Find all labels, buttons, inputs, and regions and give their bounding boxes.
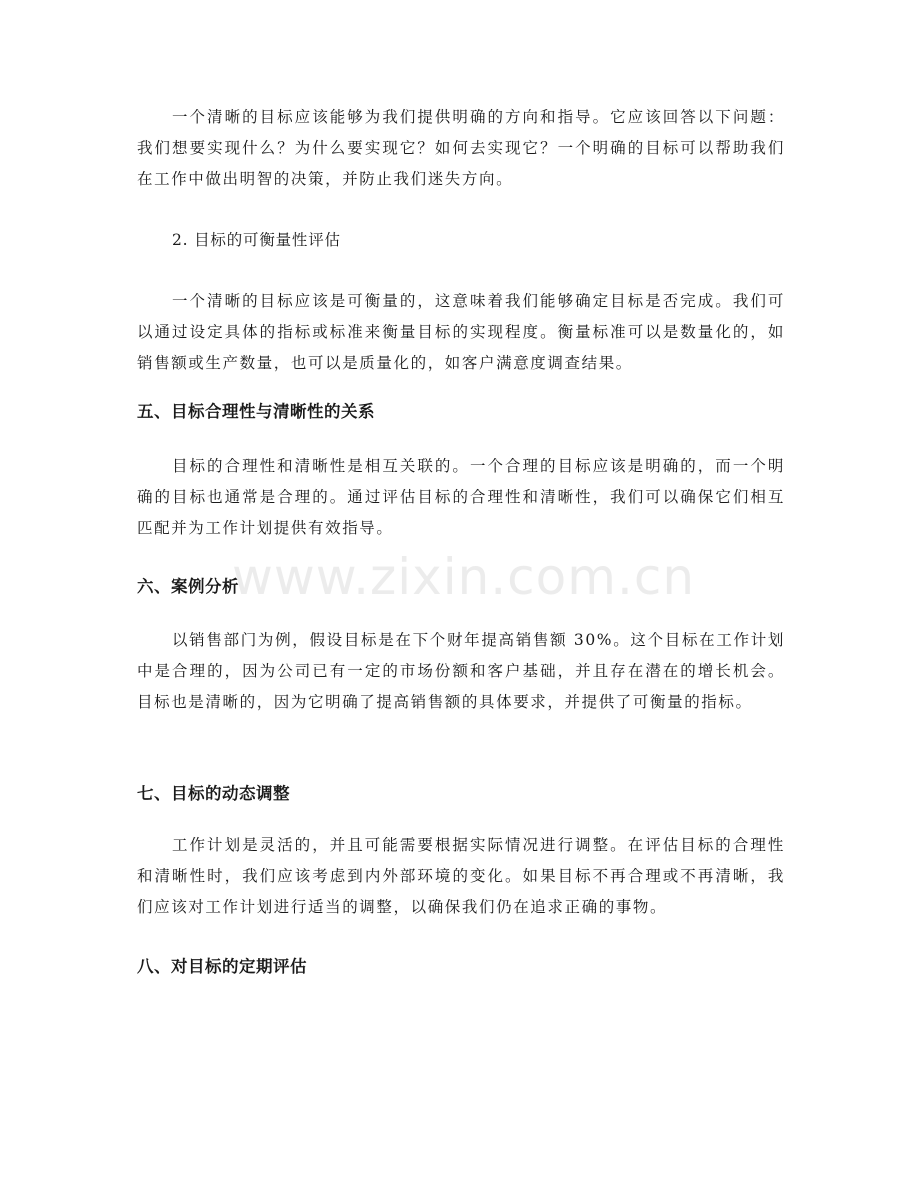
watermark-text: www.zixin.com.cn — [232, 548, 696, 606]
section-heading-8: 八、对目标的定期评估 — [137, 957, 307, 976]
paragraph-relationship: 目标的合理性和清晰性是相互关联的。一个合理的目标应该是明确的，而一个明确的目标也通常是合理的。通过评估目标的合理性和清晰性，我们可以确保它们相互匹配并为工作计划提供有效指导。 — [137, 457, 785, 537]
paragraph-goal-clarity: 一个清晰的目标应该能够为我们提供明确的方向和指导。它应该回答以下问题：我们想要实现什么？为什么要实现它？如何去实现它？一个明确的目标可以帮助我们在工作中做出明智的决策，并防止我们迷失方向。 — [137, 108, 785, 188]
paragraph-case-study: 以销售部门为例，假设目标是在下个财年提高销售额 30%。这个目标在工作计划中是合理的，因为公司已有一定的市场份额和客户基础，并且存在潜在的增长机会。目标也是清晰的，因为它明确了提高销售额的具体要求，并提供了可衡量的指标。 — [137, 631, 785, 711]
subheading-measurability: 2. 目标的可衡量性评估 — [172, 231, 341, 249]
paragraph-dynamic-adjustment: 工作计划是灵活的，并且可能需要根据实际情况进行调整。在评估目标的合理性和清晰性时，我们应该考虑到内外部环境的变化。如果目标不再合理或不再清晰，我们应该对工作计划进行适当的调整，以确保我们仍在追求正确的事物。 — [137, 836, 785, 916]
section-heading-5: 五、目标合理性与清晰性的关系 — [137, 402, 375, 421]
paragraph-measurability: 一个清晰的目标应该是可衡量的，这意味着我们能够确定目标是否完成。我们可以通过设定具体的指标或标准来衡量目标的实现程度。衡量标准可以是数量化的，如销售额或生产数量，也可以是质量化的，如客户满意度调查结果。 — [137, 292, 785, 372]
section-heading-7: 七、目标的动态调整 — [137, 784, 290, 803]
section-heading-6: 六、案例分析 — [137, 577, 239, 596]
